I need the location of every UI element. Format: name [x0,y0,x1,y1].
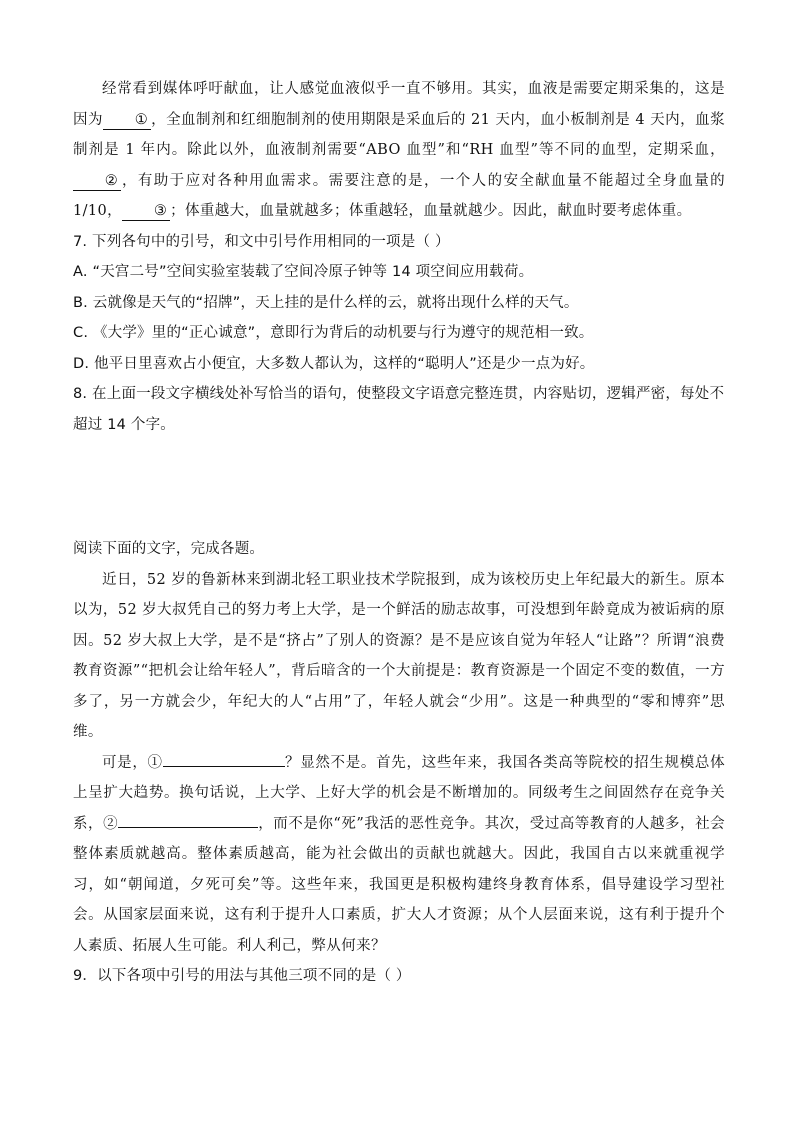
reading-paragraph-2 [73,748,725,962]
question-7-option-c: C. 《大学》里的“正心诚意”，意即行为背后的动机要与行为遵守的规范相一致。 [73,325,594,341]
answer-blank-reading-1 [163,766,285,767]
question-7-stem: 7. 下列各句中的引号，和文中引号作用相同的一项是（ ） [73,233,450,250]
reading-intro: 阅读下面的文字，完成各题。 [73,541,265,557]
answer-space [73,440,725,534]
passage-text: ？显然不是。首先，这些年来，我国各类高等院校的招生规模总体上呈扩大趋势。换句话说，上大学、上好大学的机会是不断增加的。同级考生之间固然存在竞争关系，② [73,754,725,832]
passage-text: ；体重越大，血量就越多；体重越轻，血量就越少。因此，献血时要考虑体重。 [170,203,692,219]
answer-blank-3: ③ [122,202,170,221]
passage-text: ，而不是你“死”我活的恶性竞争。其次，受过高等教育的人越多，社会整体素质就越高。整体素质越高，能为社会做出的贡献也就越大。因此，我国自古以来就重视学习，如“朝闻道，夕死可矣”等。这些年来，我国更是积极构建终身教育体系，倡导建设学习型社会。从国家层面来说，这有利于提升人口素质，扩大人才资源；从个人层面来说，这有利于提升个人素质、拓展人生可能。利人利己，弊从何来？ [73,815,726,954]
answer-blank-reading-2 [118,827,258,828]
question-7-option-d: D. 他平日里喜欢占小便宜，大多数人都认为，这样的“聪明人”还是少一点为好。 [73,355,595,372]
passage-text: 经常看到媒体呼吁献血，让人感觉血液似乎一直不够用。其实，血液是需要定期采集的，这是因为 [73,81,725,128]
answer-blank-2: ② [73,172,121,191]
passage-text: 可是，① [102,754,163,771]
question-9-stem: 9．以下各项中引号的用法与其他三项不同的是（ ） [73,968,411,984]
exam-page [73,74,725,992]
passage-text: ，有助于应对各种用血需求。需要注意的是，一个人的安全献血量不能超过全身血量的 1/10， [73,172,725,219]
passage-blood-donation [73,74,725,227]
question-7-option-b: B. 云就像是天气的“招牌”，天上挂的是什么样的云，就将出现什么样的天气。 [73,294,579,311]
answer-blank-1: ① [103,111,151,130]
reading-paragraph-1: 近日，52 岁的鲁新林来到湖北轻工职业技术学院报到，成为该校历史上年纪最大的新生。原本以为，52 岁大叔凭自己的努力考上大学，是一个鲜活的励志故事，可没想到年龄竟成为被诟病的原因。52 岁大叔上大学，是不是“挤占”了别人的资源？是不是应该自觉为年轻人“让路”？所谓“浪费教育资源”“把机会让给年轻人”，背后暗含的一个大前提是：教育资源是一个固定不变的数值，一方多了，另一方就会少，年纪大的人“占用”了，年轻人就会“少用”。这是一种典型的“零和博弈”思维。 [73,571,725,740]
question-7-option-a: A. “天宫二号”空间实验室装载了空间冷原子钟等 14 项空间应用载荷。 [73,264,534,280]
question-8-stem: 8. 在上面一段文字横线处补写恰当的语句，使整段文字语意完整连贯，内容贴切，逻辑严密，每处不超过 14 个字。 [73,386,725,433]
passage-text: ，全血制剂和红细胞制剂的使用期限是采血后的 21 天内，血小板制剂是 4 天内，血浆制剂是 1 年内。除此以外，血液制剂需要“ABO 血型”和“RH 血型”等不同的血型，定期采血， [73,111,725,158]
